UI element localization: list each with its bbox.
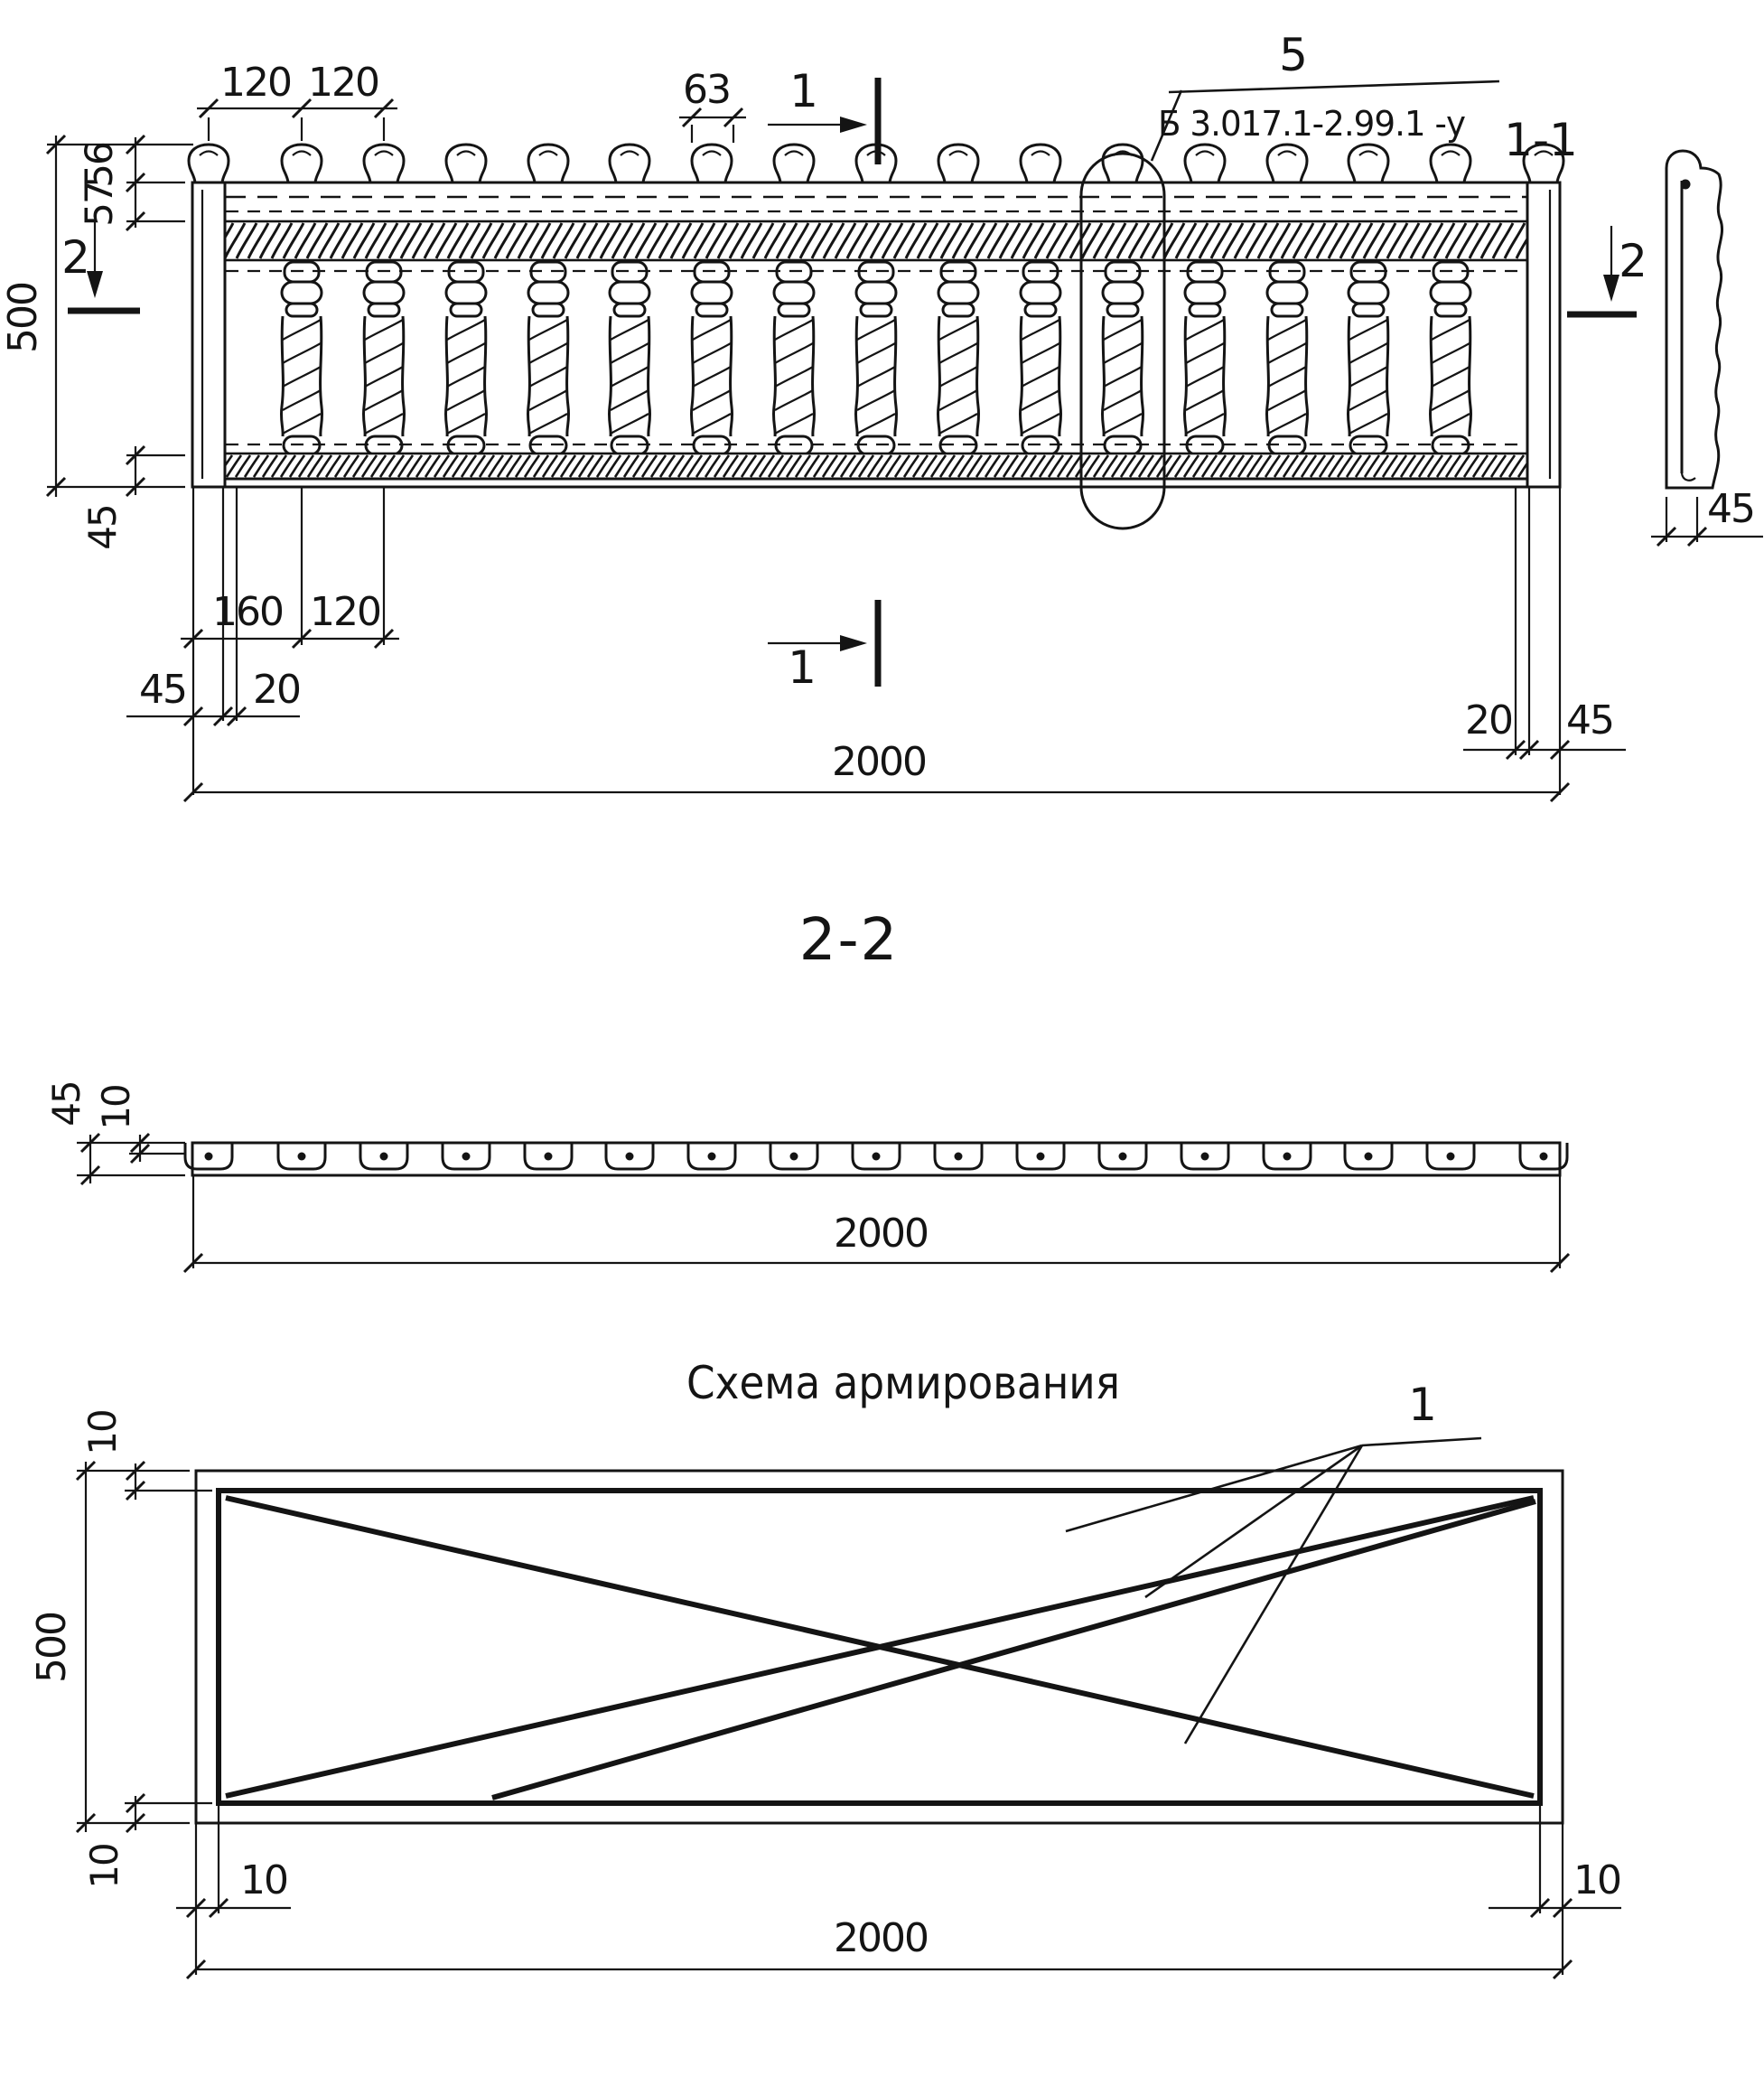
section-mark-1-bottom	[768, 600, 878, 694]
section-mark-2-left-label: 2	[61, 231, 90, 284]
dim-2000-section	[184, 1175, 1569, 1272]
dim-2000-elevation-label: 2000	[832, 739, 926, 785]
rebar-diagonal-3	[492, 1501, 1535, 1798]
dim-10-top-label: 10	[80, 1410, 125, 1455]
section-mark-2-left	[61, 222, 140, 311]
side-section-view	[1651, 151, 1763, 546]
callout-1-label: 1	[1408, 1379, 1437, 1431]
dim-2000-scheme	[187, 1915, 1572, 1978]
dim-120-b-label: 120	[308, 60, 378, 106]
dim-57-label: 57	[77, 182, 121, 227]
top-rail	[192, 182, 1560, 271]
detail-number: 5	[1279, 29, 1308, 81]
section-2-2-view	[44, 907, 1569, 1272]
dim-2000-section-label: 2000	[834, 1211, 928, 1257]
dim-500-scheme	[29, 1462, 190, 1832]
dim-160-120	[181, 487, 399, 795]
reinforcement-title: Схема армирования	[686, 1357, 1120, 1409]
side-section-label: 1-1	[1504, 114, 1578, 166]
dim-63-label: 63	[683, 67, 730, 113]
dim-45-section-label: 45	[44, 1081, 89, 1127]
top-rail-braid	[225, 221, 1527, 260]
dim-63	[679, 67, 746, 143]
dim-500-elevation-label: 500	[0, 283, 46, 353]
dim-10-right-scheme	[1489, 1803, 1621, 1975]
section-mark-1-top-label: 1	[789, 65, 818, 117]
dim-500-scheme-label: 500	[29, 1613, 75, 1683]
dim-120-120	[197, 60, 397, 141]
dim-10-left-label: 10	[240, 1857, 287, 1903]
dim-2000-scheme-label: 2000	[834, 1915, 928, 1961]
dim-45-bottom-right-label: 45	[1566, 697, 1613, 743]
reinforcement-view	[29, 1357, 1621, 1978]
end-post-left	[189, 145, 229, 487]
dim-10-section-label: 10	[94, 1085, 138, 1130]
dim-45-20-bottom-right	[1463, 487, 1626, 795]
callout-1	[1066, 1379, 1481, 1744]
end-post-right	[1524, 145, 1563, 487]
dim-10-bottom-scheme	[82, 1794, 212, 1889]
section-mark-1-bottom-label: 1	[788, 641, 817, 694]
bottom-rail	[192, 444, 1560, 487]
dim-45-side-view	[1651, 486, 1763, 546]
section-2-2-cells	[185, 1143, 1567, 1169]
dim-45-rail	[80, 446, 185, 550]
baluster-row	[281, 145, 1470, 454]
dim-20-bottom-right-label: 20	[1465, 697, 1512, 743]
dim-120-c-label: 120	[310, 589, 380, 635]
dim-10-right-label: 10	[1573, 1857, 1620, 1903]
dim-45-10-section	[44, 1081, 185, 1184]
dim-56-57	[77, 136, 193, 230]
dim-160-label: 160	[212, 589, 283, 635]
dim-10-top-scheme	[80, 1410, 212, 1500]
elevation-view	[0, 29, 1763, 801]
dim-56-label: 56	[77, 143, 121, 188]
section-mark-2-right-label: 2	[1619, 235, 1647, 287]
dim-45-side-label: 45	[1707, 486, 1754, 532]
dim-20-bottom-left-label: 20	[253, 667, 300, 713]
dim-10-bottom-label: 10	[82, 1844, 126, 1889]
dim-45-rail-label: 45	[80, 505, 125, 550]
dim-120-a-label: 120	[220, 60, 291, 106]
dim-45-bottom-left-label: 45	[139, 667, 186, 713]
dim-10-left-scheme	[176, 1803, 291, 1975]
section-mark-2-right	[1567, 226, 1647, 314]
section-2-2-title: 2-2	[798, 907, 900, 974]
bottom-rail-braid	[225, 454, 1527, 479]
side-rebar-dot	[1681, 180, 1691, 190]
dim-2000-elevation	[184, 739, 1569, 801]
detail-ref: Б 3.017.1-2.99.1 -у	[1158, 104, 1466, 144]
